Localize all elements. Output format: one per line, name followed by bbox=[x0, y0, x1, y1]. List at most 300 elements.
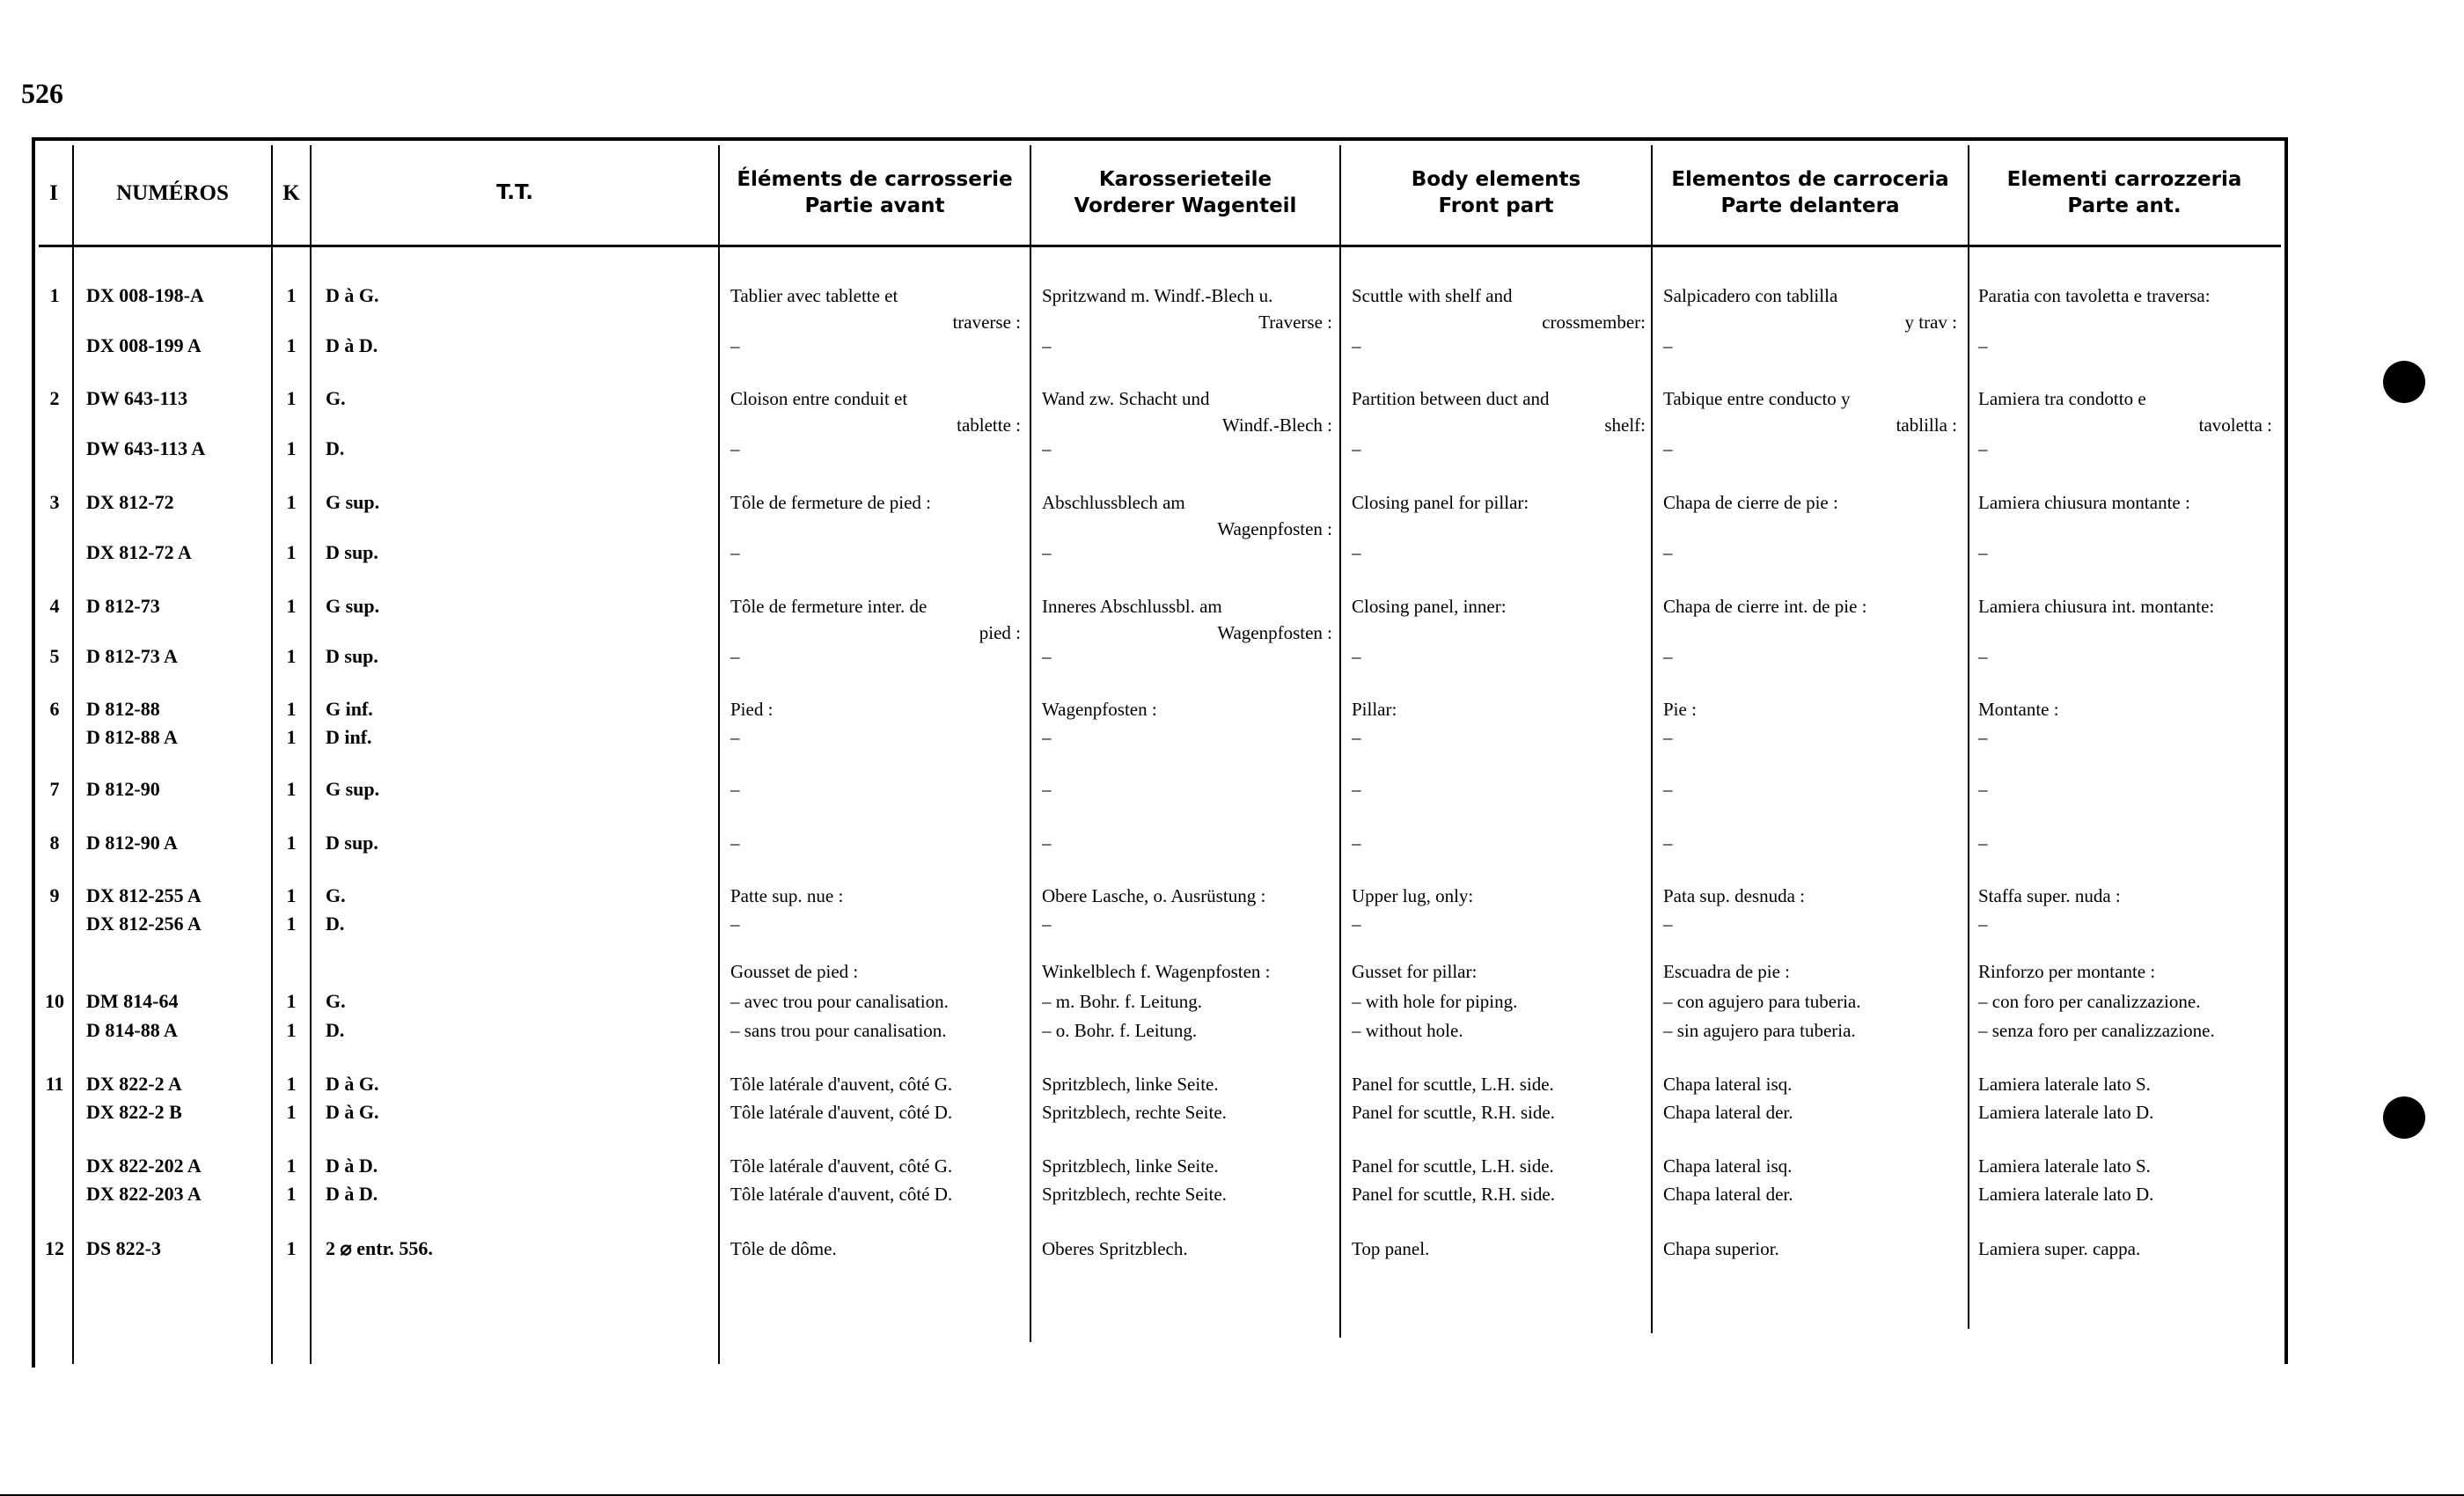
description-line: Closing panel, inner: bbox=[1352, 596, 1507, 617]
description-fr bbox=[730, 883, 1021, 909]
description-line: – bbox=[1978, 832, 1988, 854]
description-fr bbox=[730, 489, 1021, 516]
part-number: DS 822-3 bbox=[86, 1237, 161, 1259]
description-line: Partition between duct and bbox=[1352, 388, 1550, 409]
column-divider bbox=[1651, 145, 1653, 1333]
description-line: Tôle de fermeture inter. de bbox=[730, 596, 928, 617]
description-en bbox=[1352, 1153, 1646, 1179]
row-index: 8 bbox=[49, 832, 60, 854]
header-english: Body elements Front part bbox=[1411, 168, 1581, 217]
description-line: Panel for scuttle, R.H. side. bbox=[1352, 1184, 1555, 1205]
description-de bbox=[1042, 593, 1332, 646]
description-line: Gousset de pied : bbox=[730, 961, 859, 982]
description-fr bbox=[730, 1099, 1021, 1126]
description-line: Chapa de cierre int. de pie : bbox=[1663, 596, 1867, 617]
tt-code: D. bbox=[326, 1019, 345, 1041]
description-en bbox=[1352, 1099, 1646, 1126]
description-line: Lamiera chiusura montante : bbox=[1978, 492, 2190, 513]
description-line: Windf.-Blech : bbox=[1221, 414, 1332, 436]
description-line: – sin agujero para tuberia. bbox=[1663, 1020, 1856, 1041]
description-line: Paratia con tavoletta e traversa: bbox=[1978, 285, 2211, 306]
description-de bbox=[1042, 1017, 1332, 1044]
description-line: – bbox=[1042, 832, 1052, 854]
description-line: Escuadra de pie : bbox=[1663, 961, 1791, 982]
description-line: Tôle latérale d'auvent, côté G. bbox=[730, 1155, 953, 1177]
description-de bbox=[1042, 1099, 1332, 1126]
description-en bbox=[1352, 776, 1646, 803]
description-line: Pie : bbox=[1663, 699, 1697, 720]
description-it bbox=[1978, 593, 2272, 620]
description-it bbox=[1978, 958, 2272, 985]
description-de bbox=[1042, 643, 1332, 670]
description-en bbox=[1352, 724, 1646, 751]
description-line: Cloison entre conduit et bbox=[730, 388, 908, 409]
description-it bbox=[1978, 539, 2272, 566]
description-de bbox=[1042, 883, 1332, 909]
description-line: – bbox=[1352, 779, 1361, 800]
description-es bbox=[1663, 333, 1957, 359]
description-fr bbox=[730, 643, 1021, 670]
row-index: 11 bbox=[45, 1073, 64, 1095]
description-es bbox=[1663, 489, 1957, 516]
description-line: – bbox=[1663, 646, 1673, 667]
description-it bbox=[1978, 724, 2272, 751]
description-line: – bbox=[730, 438, 740, 459]
description-line: Wagenpfosten : bbox=[1217, 518, 1332, 539]
quantity: 1 bbox=[286, 990, 297, 1012]
description-line: Lamiera tra condotto e bbox=[1978, 388, 2146, 409]
description-line: Spritzwand m. Windf.-Blech u. bbox=[1042, 285, 1273, 306]
column-divider bbox=[718, 145, 720, 1364]
part-number: D 812-88 A bbox=[86, 726, 178, 748]
description-en bbox=[1352, 1071, 1646, 1097]
row-index: 3 bbox=[49, 491, 60, 513]
description-de bbox=[1042, 1071, 1332, 1097]
quantity: 1 bbox=[286, 698, 297, 720]
description-fr bbox=[730, 539, 1021, 566]
description-fr bbox=[730, 958, 1021, 985]
description-line: – bbox=[1663, 727, 1673, 748]
tt-code: G inf. bbox=[326, 698, 373, 720]
description-it bbox=[1978, 436, 2272, 462]
description-line: Tôle latérale d'auvent, côté D. bbox=[730, 1184, 953, 1205]
tt-code: D sup. bbox=[326, 645, 378, 667]
description-line: Winkelblech f. Wagenpfosten : bbox=[1042, 961, 1271, 982]
description-es bbox=[1663, 593, 1957, 620]
description-line: Pied : bbox=[730, 699, 774, 720]
quantity: 1 bbox=[286, 778, 297, 800]
part-number: DX 822-202 A bbox=[86, 1155, 202, 1177]
quantity: 1 bbox=[286, 334, 297, 356]
header-index: I bbox=[49, 180, 58, 205]
description-line: Spritzblech, linke Seite. bbox=[1042, 1155, 1219, 1177]
description-line: Wagenpfosten : bbox=[1042, 699, 1157, 720]
header-french: Éléments de carrosserie Partie avant bbox=[737, 168, 1013, 217]
part-number: DX 812-72 bbox=[86, 491, 174, 513]
description-en bbox=[1352, 830, 1646, 856]
part-number: DX 008-198-A bbox=[86, 284, 204, 306]
description-es bbox=[1663, 1099, 1957, 1126]
description-line: – bbox=[1978, 335, 1988, 356]
description-fr bbox=[730, 1153, 1021, 1179]
description-es bbox=[1663, 385, 1957, 438]
description-line: Montante : bbox=[1978, 699, 2059, 720]
description-line: – bbox=[1042, 542, 1052, 563]
part-number: D 812-90 bbox=[86, 778, 160, 800]
row-index: 5 bbox=[49, 645, 60, 667]
description-line: – bbox=[730, 727, 740, 748]
description-en bbox=[1352, 883, 1646, 909]
description-it bbox=[1978, 489, 2272, 516]
tt-code: G. bbox=[326, 387, 346, 409]
description-fr bbox=[730, 911, 1021, 937]
column-divider bbox=[271, 145, 273, 1364]
quantity: 1 bbox=[286, 387, 297, 409]
description-line: Obere Lasche, o. Ausrüstung : bbox=[1042, 885, 1266, 906]
description-line: – sans trou pour canalisation. bbox=[730, 1020, 947, 1041]
description-es bbox=[1663, 988, 1957, 1015]
description-fr bbox=[730, 1017, 1021, 1044]
description-fr bbox=[730, 1071, 1021, 1097]
description-de bbox=[1042, 1236, 1332, 1262]
description-es bbox=[1663, 1236, 1957, 1262]
description-line: Top panel. bbox=[1352, 1238, 1430, 1259]
description-fr bbox=[730, 436, 1021, 462]
description-it bbox=[1978, 830, 2272, 856]
column-divider bbox=[72, 145, 74, 1364]
description-line: Gusset for pillar: bbox=[1352, 961, 1478, 982]
description-line: Wand zw. Schacht und bbox=[1042, 388, 1210, 409]
quantity: 1 bbox=[286, 645, 297, 667]
description-it bbox=[1978, 282, 2272, 309]
description-line: – bbox=[730, 832, 740, 854]
description-de bbox=[1042, 830, 1332, 856]
description-line: Patte sup. nue : bbox=[730, 885, 844, 906]
description-de bbox=[1042, 958, 1332, 985]
description-line: Tôle latérale d'auvent, côté D. bbox=[730, 1102, 953, 1123]
description-de bbox=[1042, 696, 1332, 722]
description-line: – bbox=[1663, 832, 1673, 854]
description-line: – bbox=[1042, 646, 1052, 667]
description-de bbox=[1042, 385, 1332, 438]
description-es bbox=[1663, 883, 1957, 909]
description-line: – bbox=[1042, 779, 1052, 800]
row-index: 12 bbox=[45, 1237, 64, 1259]
description-line: – bbox=[1042, 913, 1052, 935]
description-line: Staffa super. nuda : bbox=[1978, 885, 2121, 906]
description-line: Chapa lateral isq. bbox=[1663, 1074, 1793, 1095]
description-line: – bbox=[1663, 335, 1673, 356]
description-line: – bbox=[1352, 438, 1361, 459]
tt-code: 2 ⌀ entr. 556. bbox=[326, 1237, 433, 1259]
description-line: – bbox=[1663, 779, 1673, 800]
description-en bbox=[1352, 958, 1646, 985]
row-index: 7 bbox=[49, 778, 60, 800]
description-line: – bbox=[730, 542, 740, 563]
description-it bbox=[1978, 385, 2272, 438]
description-line: – with hole for piping. bbox=[1352, 991, 1518, 1012]
description-line: Lamiera chiusura int. montante: bbox=[1978, 596, 2215, 617]
description-line: Spritzblech, rechte Seite. bbox=[1042, 1102, 1227, 1123]
description-it bbox=[1978, 1181, 2272, 1207]
description-de bbox=[1042, 724, 1332, 751]
description-line: – bbox=[1978, 646, 1988, 667]
quantity: 1 bbox=[286, 437, 297, 459]
row-index: 4 bbox=[49, 595, 60, 617]
description-fr bbox=[730, 385, 1021, 438]
quantity: 1 bbox=[286, 1155, 297, 1177]
row-index: 9 bbox=[49, 884, 60, 906]
description-line: – bbox=[1978, 542, 1988, 563]
description-fr bbox=[730, 776, 1021, 803]
description-es bbox=[1663, 1017, 1957, 1044]
description-line: – bbox=[1663, 542, 1673, 563]
part-number: DX 812-255 A bbox=[86, 884, 202, 906]
description-line: Lamiera laterale lato S. bbox=[1978, 1155, 2151, 1177]
header-k: K bbox=[282, 180, 300, 205]
description-line: Panel for scuttle, L.H. side. bbox=[1352, 1074, 1554, 1095]
description-line: Tôle latérale d'auvent, côté G. bbox=[730, 1074, 953, 1095]
row-index: 6 bbox=[49, 698, 60, 720]
description-en bbox=[1352, 436, 1646, 462]
description-it bbox=[1978, 333, 2272, 359]
part-number: DX 812-72 A bbox=[86, 541, 192, 563]
description-es bbox=[1663, 539, 1957, 566]
description-de bbox=[1042, 539, 1332, 566]
description-line: Closing panel for pillar: bbox=[1352, 492, 1529, 513]
description-it bbox=[1978, 1071, 2272, 1097]
header-separator bbox=[39, 245, 2281, 247]
description-it bbox=[1978, 988, 2272, 1015]
description-line: – bbox=[1978, 727, 1988, 748]
description-line: – senza foro per canalizzazione. bbox=[1978, 1020, 2215, 1041]
description-line: tablilla : bbox=[1896, 414, 1957, 436]
description-line: Spritzblech, linke Seite. bbox=[1042, 1074, 1219, 1095]
description-line: – bbox=[1352, 913, 1361, 935]
description-line: Scuttle with shelf and bbox=[1352, 285, 1513, 306]
part-number: D 812-90 A bbox=[86, 832, 178, 854]
description-de bbox=[1042, 776, 1332, 803]
description-de bbox=[1042, 911, 1332, 937]
description-en bbox=[1352, 1017, 1646, 1044]
description-en bbox=[1352, 911, 1646, 937]
part-number: DW 643-113 A bbox=[86, 437, 206, 459]
description-line: – bbox=[1042, 438, 1052, 459]
description-fr bbox=[730, 696, 1021, 722]
tt-code: D à G. bbox=[326, 1073, 379, 1095]
description-it bbox=[1978, 776, 2272, 803]
description-de bbox=[1042, 436, 1332, 462]
quantity: 1 bbox=[286, 284, 297, 306]
header-italian: Elementi carrozzeria Parte ant. bbox=[2006, 168, 2242, 217]
description-fr bbox=[730, 988, 1021, 1015]
description-line: Tablier avec tablette et bbox=[730, 285, 898, 306]
part-number: D 812-73 bbox=[86, 595, 160, 617]
description-it bbox=[1978, 1236, 2272, 1262]
description-line: crossmember: bbox=[1542, 312, 1646, 333]
table-left-border bbox=[32, 137, 35, 1368]
tt-code: D à D. bbox=[326, 334, 378, 356]
tt-code: D. bbox=[326, 437, 345, 459]
description-it bbox=[1978, 1153, 2272, 1179]
tt-code: D à G. bbox=[326, 1101, 379, 1123]
description-line: – con foro per canalizzazione. bbox=[1978, 991, 2201, 1012]
tt-code: D sup. bbox=[326, 541, 378, 563]
description-line: – bbox=[1352, 335, 1361, 356]
description-line: – bbox=[1352, 832, 1361, 854]
description-es bbox=[1663, 911, 1957, 937]
description-line: – m. Bohr. f. Leitung. bbox=[1042, 991, 1202, 1012]
page-number: 526 bbox=[21, 77, 63, 109]
description-fr bbox=[730, 830, 1021, 856]
header-numeros: NUMÉROS bbox=[116, 180, 229, 205]
description-line: Chapa lateral der. bbox=[1663, 1102, 1793, 1123]
description-en bbox=[1352, 539, 1646, 566]
description-line: Panel for scuttle, R.H. side. bbox=[1352, 1102, 1555, 1123]
column-divider bbox=[1339, 145, 1341, 1338]
description-fr bbox=[730, 333, 1021, 359]
description-de bbox=[1042, 1181, 1332, 1207]
description-line: – bbox=[730, 335, 740, 356]
description-line: Pillar: bbox=[1352, 699, 1397, 720]
part-number: DW 643-113 bbox=[86, 387, 188, 409]
description-de bbox=[1042, 988, 1332, 1015]
column-divider bbox=[1030, 145, 1031, 1342]
description-es bbox=[1663, 643, 1957, 670]
description-line: Oberes Spritzblech. bbox=[1042, 1238, 1188, 1259]
description-es bbox=[1663, 776, 1957, 803]
quantity: 1 bbox=[286, 1237, 297, 1259]
description-es bbox=[1663, 282, 1957, 335]
description-line: tavoletta : bbox=[2198, 414, 2272, 436]
binder-hole bbox=[2383, 1096, 2425, 1139]
description-en bbox=[1352, 1236, 1646, 1262]
description-line: – bbox=[1352, 646, 1361, 667]
description-es bbox=[1663, 1181, 1957, 1207]
part-number: DX 822-203 A bbox=[86, 1183, 202, 1205]
part-number: DX 812-256 A bbox=[86, 913, 202, 935]
tt-code: D à D. bbox=[326, 1155, 378, 1177]
description-line: Chapa lateral der. bbox=[1663, 1184, 1793, 1205]
description-line: – bbox=[1352, 542, 1361, 563]
description-line: Lamiera laterale lato D. bbox=[1978, 1184, 2154, 1205]
description-line: – bbox=[1663, 913, 1673, 935]
description-line: – bbox=[730, 779, 740, 800]
part-number: DX 822-2 B bbox=[86, 1101, 182, 1123]
description-de bbox=[1042, 282, 1332, 335]
tt-code: D à G. bbox=[326, 284, 379, 306]
quantity: 1 bbox=[286, 726, 297, 748]
description-line: Chapa de cierre de pie : bbox=[1663, 492, 1838, 513]
quantity: 1 bbox=[286, 1183, 297, 1205]
quantity: 1 bbox=[286, 1073, 297, 1095]
description-line: Chapa superior. bbox=[1663, 1238, 1779, 1259]
description-line: Tôle de dôme. bbox=[730, 1238, 837, 1259]
description-line: – avec trou pour canalisation. bbox=[730, 991, 949, 1012]
description-it bbox=[1978, 643, 2272, 670]
part-number: D 812-73 A bbox=[86, 645, 178, 667]
description-it bbox=[1978, 1099, 2272, 1126]
quantity: 1 bbox=[286, 1101, 297, 1123]
description-en bbox=[1352, 489, 1646, 516]
description-line: – bbox=[1978, 438, 1988, 459]
description-es bbox=[1663, 1153, 1957, 1179]
description-line: – without hole. bbox=[1352, 1020, 1463, 1041]
description-it bbox=[1978, 696, 2272, 722]
row-index: 2 bbox=[49, 387, 60, 409]
tt-code: G. bbox=[326, 884, 346, 906]
description-en bbox=[1352, 988, 1646, 1015]
description-es bbox=[1663, 830, 1957, 856]
part-number: DX 008-199 A bbox=[86, 334, 202, 356]
description-line: Lamiera laterale lato S. bbox=[1978, 1074, 2151, 1095]
description-line: traverse : bbox=[952, 312, 1021, 333]
description-line: Chapa lateral isq. bbox=[1663, 1155, 1793, 1177]
description-en bbox=[1352, 593, 1646, 620]
description-en bbox=[1352, 1181, 1646, 1207]
description-en bbox=[1352, 385, 1646, 438]
tt-code: D. bbox=[326, 913, 345, 935]
column-divider bbox=[310, 145, 312, 1364]
description-de bbox=[1042, 333, 1332, 359]
description-en bbox=[1352, 643, 1646, 670]
description-line: – bbox=[1978, 779, 1988, 800]
row-index: 10 bbox=[45, 990, 64, 1012]
description-line: – bbox=[730, 913, 740, 935]
description-de bbox=[1042, 1153, 1332, 1179]
description-line: Inneres Abschlussbl. am bbox=[1042, 596, 1222, 617]
description-line: Upper lug, only: bbox=[1352, 885, 1474, 906]
description-line: – bbox=[1352, 727, 1361, 748]
tt-code: G. bbox=[326, 990, 346, 1012]
description-it bbox=[1978, 883, 2272, 909]
tt-code: D inf. bbox=[326, 726, 372, 748]
description-line: Traverse : bbox=[1258, 312, 1332, 333]
tt-code: G sup. bbox=[326, 491, 380, 513]
row-index: 1 bbox=[49, 284, 60, 306]
binder-hole bbox=[2383, 361, 2425, 403]
header-spanish: Elementos de carroceria Parte delantera bbox=[1671, 168, 1949, 217]
quantity: 1 bbox=[286, 491, 297, 513]
description-line: Salpicadero con tablilla bbox=[1663, 285, 1838, 306]
description-line: shelf: bbox=[1604, 414, 1646, 436]
description-line: Panel for scuttle, L.H. side. bbox=[1352, 1155, 1554, 1177]
part-number: DM 814-64 bbox=[86, 990, 179, 1012]
quantity: 1 bbox=[286, 832, 297, 854]
description-line: – bbox=[730, 646, 740, 667]
quantity: 1 bbox=[286, 884, 297, 906]
tt-code: D sup. bbox=[326, 832, 378, 854]
description-it bbox=[1978, 1017, 2272, 1044]
description-fr bbox=[730, 1236, 1021, 1262]
description-line: Spritzblech, rechte Seite. bbox=[1042, 1184, 1227, 1205]
description-es bbox=[1663, 1071, 1957, 1097]
description-en bbox=[1352, 696, 1646, 722]
description-fr bbox=[730, 1181, 1021, 1207]
description-line: Lamiera laterale lato D. bbox=[1978, 1102, 2154, 1123]
description-es bbox=[1663, 724, 1957, 751]
description-line: – con agujero para tuberia. bbox=[1663, 991, 1861, 1012]
description-fr bbox=[730, 724, 1021, 751]
description-line: Rinforzo per montante : bbox=[1978, 961, 2156, 982]
column-divider bbox=[1968, 145, 1969, 1329]
description-es bbox=[1663, 958, 1957, 985]
description-line: Pata sup. desnuda : bbox=[1663, 885, 1805, 906]
description-it bbox=[1978, 911, 2272, 937]
description-en bbox=[1352, 282, 1646, 335]
description-line: pied : bbox=[979, 622, 1021, 643]
description-line: Wagenpfosten : bbox=[1217, 622, 1332, 643]
